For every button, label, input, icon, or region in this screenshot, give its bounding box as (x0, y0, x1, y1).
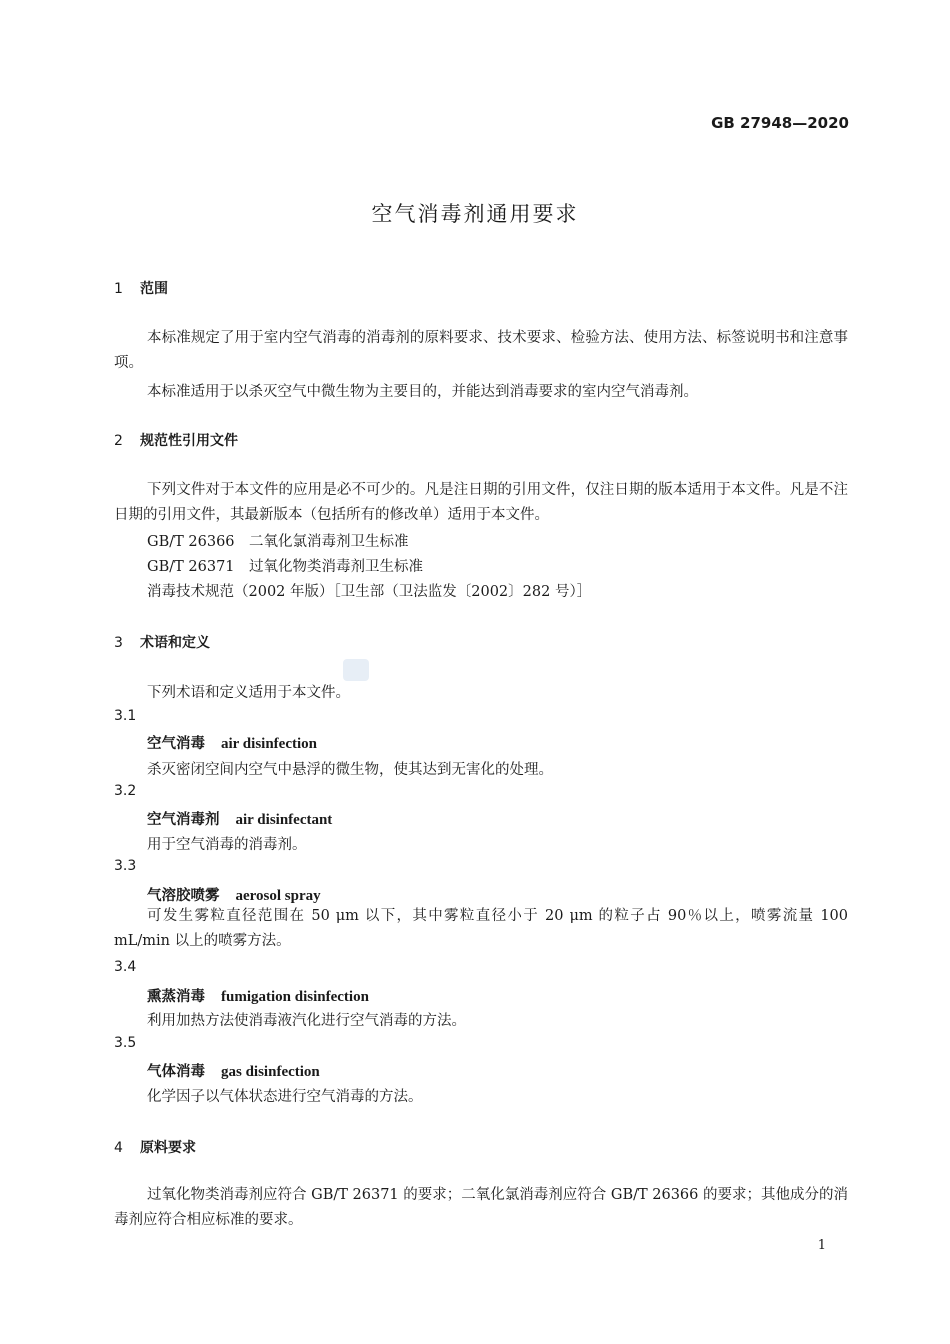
term-zh: 空气消毒剂 (147, 811, 220, 828)
term-en: gas disinfection (221, 1064, 320, 1080)
section-number: 2 (114, 433, 123, 449)
section-title: 范围 (140, 281, 168, 297)
reference-item: GB/T 26371 过氧化物类消毒剂卫生标准 (147, 559, 424, 575)
reference-item: 消毒技术规范（2002 年版）［卫生部（卫法监发〔2002〕282 号）］ (147, 584, 592, 600)
term-definition: 化学因子以气体状态进行空气消毒的方法。 (147, 1089, 423, 1105)
term-zh: 气体消毒 (147, 1063, 205, 1080)
watermark-logo (343, 659, 369, 681)
section-3-intro: 下列术语和定义适用于本文件。 (147, 685, 350, 701)
term-number: 3.1 (114, 708, 137, 724)
term-en: aerosol spray (235, 888, 321, 904)
term-definition: 利用加热方法使消毒液汽化进行空气消毒的方法。 (147, 1013, 466, 1029)
term-name (147, 808, 332, 829)
term-zh: 熏蒸消毒 (147, 988, 205, 1005)
section-title: 规范性引用文件 (140, 433, 238, 449)
term-name (147, 985, 369, 1006)
section-4-heading (114, 1137, 196, 1157)
term-zh: 气溶胶喷雾 (147, 887, 220, 904)
term-number: 3.3 (114, 858, 137, 874)
section-title: 原料要求 (140, 1140, 196, 1156)
term-definition: 可发生雾粒直径范围在 50 μm 以下，其中雾粒直径小于 20 μm 的粒子占 90％以上，喷雾流量 100 mL/min 以上的喷雾方法。 (114, 908, 848, 949)
term-zh: 空气消毒 (147, 735, 205, 752)
section-1-paragraph-1: 本标准规定了用于室内空气消毒的消毒剂的原料要求、技术要求、检验方法、使用方法、标签说明书和注意事项。 (114, 330, 848, 371)
term-number: 3.4 (114, 959, 137, 975)
term-name (147, 1060, 320, 1081)
page-number: 1 (817, 1238, 826, 1253)
term-en: air disinfectant (235, 812, 333, 828)
section-3-heading (114, 632, 210, 652)
section-2-heading (114, 430, 238, 450)
term-number: 3.5 (114, 1035, 137, 1051)
standard-number: GB 27948—2020 (711, 114, 849, 132)
section-4-paragraph: 过氧化物类消毒剂应符合 GB/T 26371 的要求；二氧化氯消毒剂应符合 GB/T 26366 的要求；其他成分的消毒剂应符合相应标准的要求。 (114, 1187, 848, 1228)
term-definition: 杀灭密闭空间内空气中悬浮的微生物，使其达到无害化的处理。 (147, 762, 553, 778)
section-title: 术语和定义 (140, 635, 210, 651)
section-number: 4 (114, 1140, 123, 1156)
term-name (147, 732, 317, 753)
section-1-heading (114, 278, 168, 298)
term-en: fumigation disinfection (221, 989, 369, 1005)
term-name (147, 884, 321, 905)
section-number: 3 (114, 635, 123, 651)
term-number: 3.2 (114, 783, 137, 799)
section-2-intro: 下列文件对于本文件的应用是必不可少的。凡是注日期的引用文件，仅注日期的版本适用于本文件。凡是不注日期的引用文件，其最新版本（包括所有的修改单）适用于本文件。 (114, 482, 848, 523)
term-definition: 用于空气消毒的消毒剂。 (147, 837, 307, 853)
term-en: air disinfection (221, 736, 317, 752)
reference-item: GB/T 26366 二氧化氯消毒剂卫生标准 (147, 534, 409, 550)
section-number: 1 (114, 281, 123, 297)
document-title: 空气消毒剂通用要求 (371, 202, 579, 226)
section-1-paragraph-2: 本标准适用于以杀灭空气中微生物为主要目的，并能达到消毒要求的室内空气消毒剂。 (147, 384, 698, 400)
